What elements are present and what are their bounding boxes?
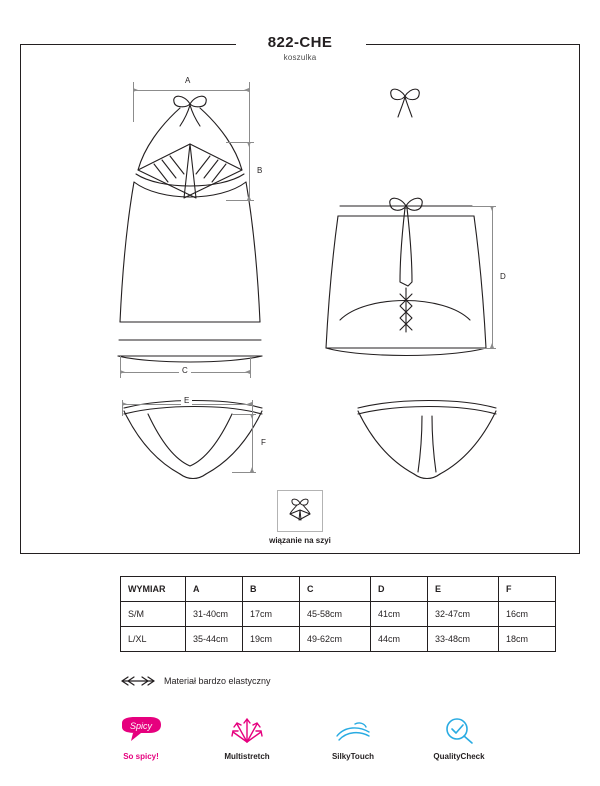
svg-text:Spicy: Spicy bbox=[129, 721, 153, 731]
table-cell: 31-40cm bbox=[186, 602, 243, 627]
silkytouch-icon bbox=[315, 714, 391, 748]
dimension-d-label: D bbox=[497, 272, 509, 281]
elastic-note-label: Materiał bardzo elastyczny bbox=[164, 676, 271, 686]
feature-label: QualityCheck bbox=[433, 752, 485, 761]
back-neck-bow-drawing bbox=[385, 84, 425, 124]
feature-label: SilkyTouch bbox=[331, 752, 375, 761]
dimension-c-label: C bbox=[179, 366, 191, 375]
table-header-cell: WYMIAR bbox=[121, 577, 186, 602]
table-header-cell: B bbox=[243, 577, 300, 602]
thong-back-drawing bbox=[352, 396, 502, 486]
feature-label: So spicy! bbox=[123, 752, 159, 761]
table-cell: 45-58cm bbox=[300, 602, 371, 627]
table-cell: 32-47cm bbox=[428, 602, 499, 627]
table-cell: 41cm bbox=[371, 602, 428, 627]
table-row bbox=[121, 627, 556, 652]
table-cell: 33-48cm bbox=[428, 627, 499, 652]
dimension-b-label: B bbox=[254, 166, 265, 175]
table-header-row bbox=[121, 577, 556, 602]
table-row-label: L/XL bbox=[121, 627, 186, 652]
qualitycheck-icon bbox=[421, 714, 497, 748]
table-cell: 44cm bbox=[371, 627, 428, 652]
page-title: 822-CHE bbox=[267, 34, 333, 51]
table-cell: 35-44cm bbox=[186, 627, 243, 652]
feature-label: Multistretch bbox=[224, 752, 270, 761]
icon-caption: wiązanie na szyi bbox=[269, 536, 331, 545]
table-header-cell: F bbox=[499, 577, 556, 602]
page-subtitle: koszulka bbox=[283, 53, 317, 62]
table-header-cell: C bbox=[300, 577, 371, 602]
neck-tie-icon bbox=[285, 496, 315, 526]
table-header-cell: D bbox=[371, 577, 428, 602]
chemise-back-drawing bbox=[322, 190, 492, 370]
feature-silkytouch bbox=[315, 714, 391, 762]
size-table bbox=[120, 576, 556, 652]
neck-tie-icon-box bbox=[277, 490, 323, 532]
elastic-note bbox=[120, 676, 271, 686]
table-cell: 19cm bbox=[243, 627, 300, 652]
table-cell: 49-62cm bbox=[300, 627, 371, 652]
table-row bbox=[121, 602, 556, 627]
page-title-block bbox=[0, 34, 600, 62]
multistretch-icon bbox=[209, 714, 285, 748]
table-cell: 16cm bbox=[499, 602, 556, 627]
feature-qualitycheck bbox=[421, 714, 497, 762]
table-cell: 17cm bbox=[243, 602, 300, 627]
chemise-front-drawing bbox=[110, 78, 290, 378]
table-header-cell: A bbox=[186, 577, 243, 602]
spicy-badge-icon bbox=[103, 714, 179, 748]
feature-multistretch bbox=[209, 714, 285, 762]
dimension-a-label: A bbox=[182, 76, 193, 85]
dimension-f-label: F bbox=[258, 438, 269, 447]
table-row-label: S/M bbox=[121, 602, 186, 627]
table-header-cell: E bbox=[428, 577, 499, 602]
feature-spicy bbox=[103, 714, 179, 762]
feature-badges bbox=[0, 714, 600, 762]
dimension-e-label: E bbox=[181, 396, 192, 405]
table-cell: 18cm bbox=[499, 627, 556, 652]
stretch-arrows-icon bbox=[120, 676, 156, 686]
